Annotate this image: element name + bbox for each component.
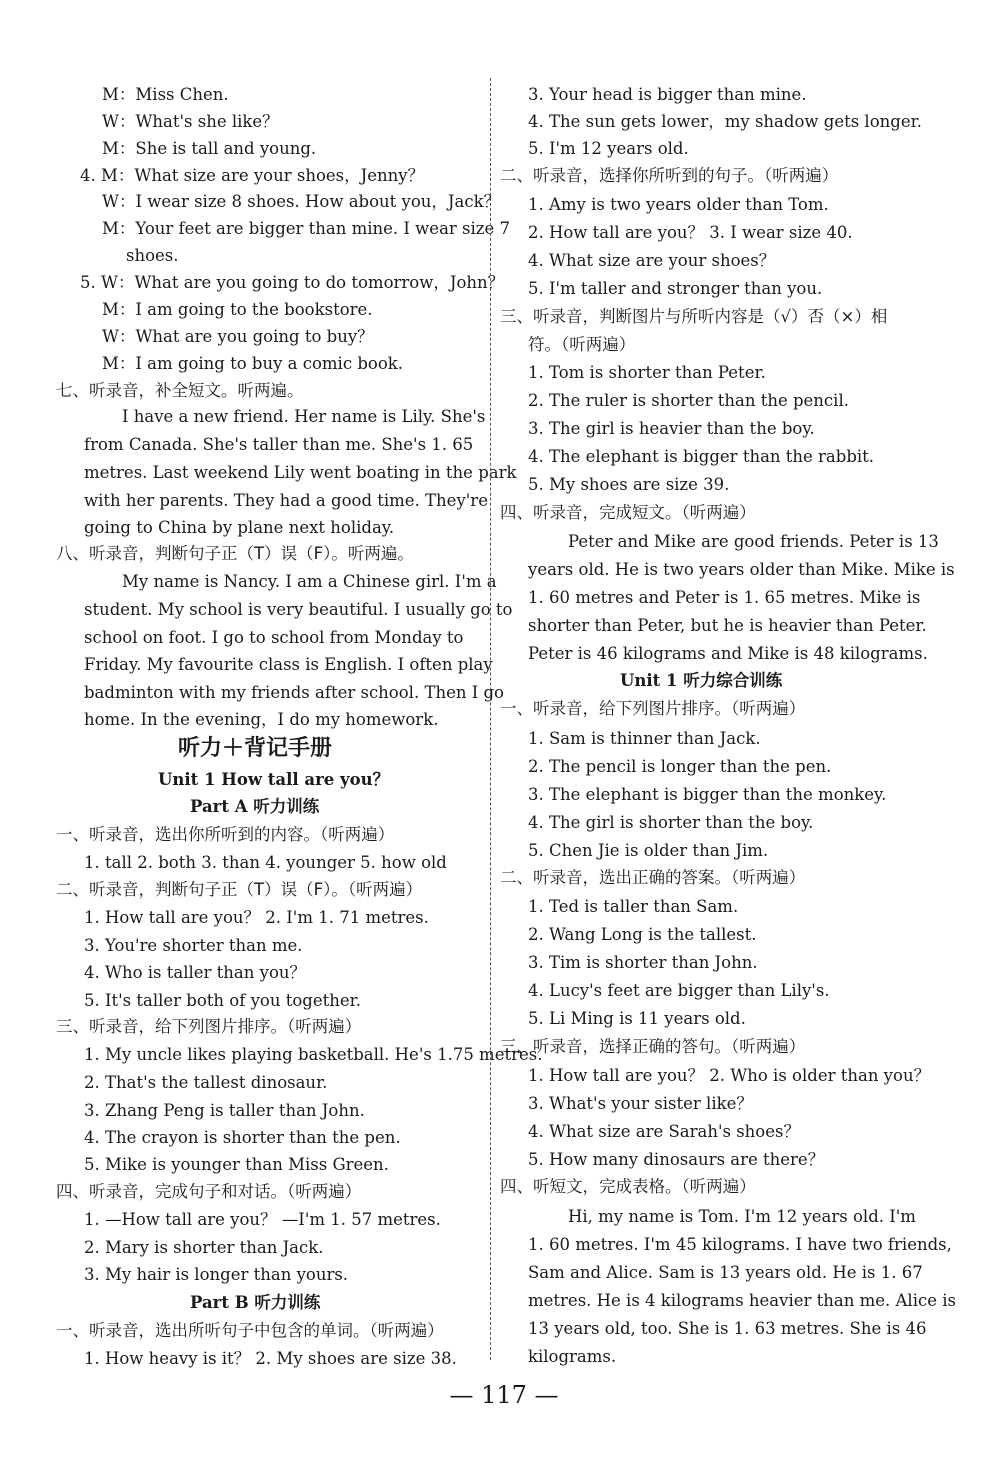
text-line: 3. The girl is heavier than the boy. <box>528 419 815 438</box>
text-line: shorter than Peter, but he is heavier than Peter. <box>528 616 927 635</box>
text-line: 5. I'm taller and stronger than you. <box>528 279 823 298</box>
text-line: shoes. <box>126 246 179 265</box>
unit-heading: Part A 听力训练 <box>190 797 320 816</box>
section-heading: 四、听短文，完成表格。（听两遍） <box>500 1177 756 1196</box>
text-line: 1. —How tall are you？ —I'm 1. 57 metres. <box>84 1210 441 1229</box>
text-line: badminton with my friends after school. Then I go <box>84 683 504 702</box>
text-line: 1. How tall are you？ 2. Who is older than you？ <box>528 1066 931 1085</box>
text-line: 3. Tim is shorter than John. <box>528 953 758 972</box>
text-line: 5. How many dinosaurs are there？ <box>528 1150 825 1169</box>
section-heading: 二、听录音，选择你所听到的句子。（听两遍） <box>500 166 839 185</box>
text-line: M：I am going to buy a comic book. <box>102 354 403 373</box>
section-heading: 二、听录音，判断句子正（T）误（F）。（听两遍） <box>56 880 423 899</box>
text-line: 3. Zhang Peng is taller than John. <box>84 1101 365 1120</box>
text-line: 2. That's the tallest dinosaur. <box>84 1073 328 1092</box>
section-heading: 一、听录音，给下列图片排序。（听两遍） <box>500 699 806 718</box>
text-line: 5. Mike is younger than Miss Green. <box>84 1155 389 1174</box>
text-line: Peter is 46 kilograms and Mike is 48 kilograms. <box>528 644 928 663</box>
text-line: 1. How tall are you？ 2. I'm 1. 71 metres. <box>84 908 429 927</box>
section-heading: 三、听录音，选择正确的答句。（听两遍） <box>500 1037 806 1056</box>
text-line: 3. The elephant is bigger than the monkey. <box>528 785 887 804</box>
text-line: 1. 60 metres and Peter is 1. 65 metres. Mike is <box>528 588 921 607</box>
text-line: 3. My hair is longer than yours. <box>84 1265 349 1284</box>
text-line: metres. Last weekend Lily went boating in the park <box>84 463 517 482</box>
text-line: 4. Who is taller than you？ <box>84 963 307 982</box>
text-line: from Canada. She's taller than me. She's 1. 65 <box>84 435 474 454</box>
section-heading: 三、听录音，给下列图片排序。（听两遍） <box>56 1017 362 1036</box>
text-line: Sam and Alice. Sam is 13 years old. He is 1. 67 <box>528 1263 923 1282</box>
text-line: 1. Ted is taller than Sam. <box>528 897 739 916</box>
text-line: M：Miss Chen. <box>102 85 229 104</box>
text-line: kilograms. <box>528 1347 617 1366</box>
text-line: 4. The elephant is bigger than the rabbit. <box>528 447 875 466</box>
text-line: Friday. My favourite class is English. I often play <box>84 655 493 674</box>
unit-heading: Unit 1 听力综合训练 <box>620 671 783 690</box>
section-heading: 二、听录音，选出正确的答案。（听两遍） <box>500 868 806 887</box>
section-heading: 一、听录音，选出所听句子中包含的单词。（听两遍） <box>56 1321 444 1340</box>
text-line: going to China by plane next holiday. <box>84 518 395 537</box>
text-line: 1. 60 metres. I'm 45 kilograms. I have two friends, <box>528 1235 952 1254</box>
text-line: student. My school is very beautiful. I usually go to <box>84 600 513 619</box>
section-heading: 三、听录音，判断图片与所听内容是（√）否（×）相 <box>500 307 888 326</box>
text-line: 1. Sam is thinner than Jack. <box>528 729 761 748</box>
text-line: 5. My shoes are size 39. <box>528 475 730 494</box>
text-line: 4. The sun gets lower，my shadow gets longer. <box>528 112 922 131</box>
text-line: 2. Mary is shorter than Jack. <box>84 1238 324 1257</box>
text-line: 3. You're shorter than me. <box>84 936 303 955</box>
text-line: 4. M：What size are your shoes，Jenny？ <box>80 166 425 185</box>
unit-heading: Unit 1 How tall are you？ <box>158 770 390 789</box>
text-line: 4. The girl is shorter than the boy. <box>528 813 814 832</box>
text-line: home. In the evening，I do my homework. <box>84 710 439 729</box>
text-line: 3. What's your sister like？ <box>528 1094 753 1113</box>
text-line: M：I am going to the bookstore. <box>102 300 373 319</box>
text-line: M：Your feet are bigger than mine. I wear size 7 <box>102 219 510 238</box>
section-heading: 八、听录音，判断句子正（T）误（F）。听两遍。 <box>56 544 414 563</box>
text-line: 2. The pencil is longer than the pen. <box>528 757 832 776</box>
text-line: 2. How tall are you？ 3. I wear size 40. <box>528 223 853 242</box>
text-line: W：What's she like？ <box>102 112 279 131</box>
text-line: 5. I'm 12 years old. <box>528 139 689 158</box>
text-line: 5. Li Ming is 11 years old. <box>528 1009 746 1028</box>
text-line: 5. It's taller both of you together. <box>84 991 361 1010</box>
text-line: 2. The ruler is shorter than the pencil. <box>528 391 849 410</box>
text-line: 13 years old, too. She is 1. 63 metres. She is 46 <box>528 1319 927 1338</box>
text-line: W：I wear size 8 shoes. How about you，Jack？ <box>102 192 501 211</box>
text-line: 4. What size are your shoes？ <box>528 251 776 270</box>
text-line: 4. What size are Sarah's shoes？ <box>528 1122 800 1141</box>
text-line: Hi, my name is Tom. I'm 12 years old. I'm <box>568 1207 916 1226</box>
section-heading: 七、听录音，补全短文。听两遍。 <box>56 381 304 400</box>
text-line: 1. How heavy is it？ 2. My shoes are size 38. <box>84 1349 457 1368</box>
section-heading: 四、听录音，完成句子和对话。（听两遍） <box>56 1182 362 1201</box>
text-line: 4. The crayon is shorter than the pen. <box>84 1128 401 1147</box>
text-line: 1. Amy is two years older than Tom. <box>528 195 829 214</box>
text-line: 1. My uncle likes playing basketball. He's 1.75 metres. <box>84 1045 543 1064</box>
section-heading: 符。（听两遍） <box>528 335 636 354</box>
text-line: 1. Tom is shorter than Peter. <box>528 363 766 382</box>
text-line: Peter and Mike are good friends. Peter is 13 <box>568 532 939 551</box>
text-line: 5. Chen Jie is older than Jim. <box>528 841 769 860</box>
text-line: 4. Lucy's feet are bigger than Lily's. <box>528 981 830 1000</box>
text-line: M：She is tall and young. <box>102 139 317 158</box>
section-heading: 一、听录音，选出你所听到的内容。（听两遍） <box>56 825 395 844</box>
text-line: W：What are you going to buy？ <box>102 327 374 346</box>
page-number: — 117 — <box>449 1381 559 1409</box>
text-line: with her parents. They had a good time. They're <box>84 491 488 510</box>
text-line: I have a new friend. Her name is Lily. She's <box>122 407 486 426</box>
text-line: 5. W：What are you going to do tomorrow，John？ <box>80 273 505 292</box>
text-line: 2. Wang Long is the tallest. <box>528 925 757 944</box>
section-heading: 四、听录音，完成短文。（听两遍） <box>500 503 756 522</box>
unit-heading: Part B 听力训练 <box>190 1293 321 1312</box>
chapter-title: 听力＋背记手册 <box>178 736 333 761</box>
text-line: 1. tall 2. both 3. than 4. younger 5. how old <box>84 853 447 872</box>
text-line: metres. He is 4 kilograms heavier than me. Alice is <box>528 1291 956 1310</box>
text-line: My name is Nancy. I am a Chinese girl. I'm a <box>122 572 497 591</box>
text-line: 3. Your head is bigger than mine. <box>528 85 807 104</box>
text-line: years old. He is two years older than Mike. Mike is <box>528 560 955 579</box>
text-line: school on foot. I go to school from Monday to <box>84 628 464 647</box>
column-divider <box>490 78 491 1360</box>
